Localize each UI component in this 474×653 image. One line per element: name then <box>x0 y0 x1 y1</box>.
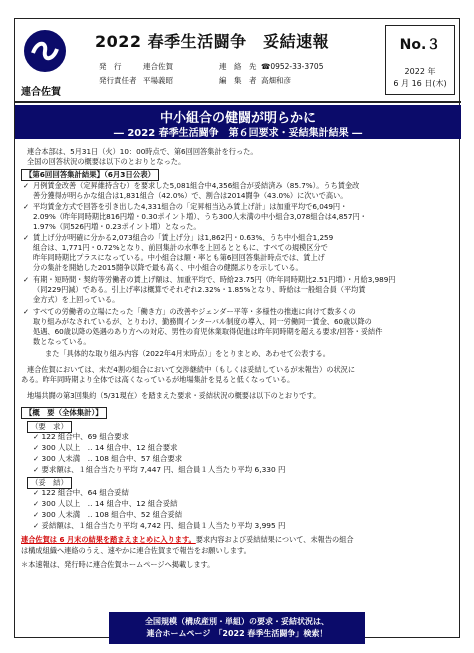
national-item-4 <box>21 275 457 305</box>
national-item-4-line-1: 有期・短時間・契約等労働者の賃上げ額は、加重平均で、時給23.75円（昨年同時期比2.51円増）・月給3,989円 <box>33 275 396 284</box>
issuer-row <box>99 61 323 72</box>
contact-label: 連 絡 先 <box>219 62 257 71</box>
check-icon: ✓ <box>23 181 30 190</box>
check-icon: ✓ <box>23 202 30 211</box>
check-icon: ✓ <box>23 275 30 284</box>
settlement-line-1-text: 122 組合中、64 組合妥結 <box>41 488 129 497</box>
request-line-2 <box>33 443 177 453</box>
settlement-label: （妥 結） <box>27 477 72 489</box>
headline: 中小組合の健闘が明らかに <box>159 111 316 126</box>
footer-banner <box>109 612 365 644</box>
issue-box <box>385 25 455 95</box>
issuer-value: 連合佐賀 <box>143 62 173 71</box>
editor-value: 平場義昭 <box>143 76 173 85</box>
check-icon: ✓ <box>33 443 42 452</box>
settlement-line-3 <box>33 510 182 520</box>
national-item-5 <box>21 307 457 347</box>
settlement-line-2-text: 300 人以上 ‥ 14 組合中、12 組合妥結 <box>41 499 178 508</box>
notice-line-1 <box>21 535 457 545</box>
rengo-logo-icon <box>23 29 67 73</box>
check-icon: ✓ <box>23 233 30 242</box>
settlement-line-1 <box>33 488 129 498</box>
check-icon: ✓ <box>33 454 42 463</box>
saga-line-3: 地場共闘の第3回集約（5/31現在）を踏まえた要求・妥結状況の概要は以下のとおりです。 <box>27 391 321 400</box>
check-icon: ✓ <box>33 499 42 508</box>
national-item-2-line-2: 2.09%（昨年同時期比816円増・0.30ポイント増）、うち300人未満の中小組合3,078組合は4,857円・ <box>33 212 367 221</box>
national-item-3-line-4: 分の集計を開始した2015闘争以降で最も高く、中小組合の健闘ぶりを示している。 <box>33 263 303 272</box>
check-icon: ✓ <box>33 432 42 441</box>
headline-banner <box>15 105 461 139</box>
national-item-1-line-1: 月例賃金改善（定昇維持含む）を要求した5,081組合中4,356組合が妥結済み（85.7%）。うち賃金改 <box>33 181 360 190</box>
page-title: 2022 春季生活闘争 妥結速報 <box>95 32 330 51</box>
national-item-5-line-2: 取り組みがなされているが、とりわけ、勤務間インターバル制度の導入、同一労働同一賃金、60歳以降の <box>33 317 372 326</box>
request-line-3-text: 300 人未満 ‥ 108 組合中、57 組合要求 <box>41 454 183 463</box>
section-national-label: 【第6回回答集計結果】（6月3日公表） <box>21 169 159 181</box>
section-summary-label: 【概 要（全体集計）】 <box>21 407 107 419</box>
issue-year: 2022 年 <box>404 67 436 76</box>
issuer-label: 発 行 <box>99 62 122 71</box>
request-line-2-text: 300 人以上 ‥ 14 組合中、12 組合要求 <box>41 443 178 452</box>
national-item-1 <box>21 181 457 201</box>
contact-value: ☎0952-33-3705 <box>261 62 324 71</box>
national-item-3-line-2: 組合は、1,771円・0.72%となり、前回集計の水準を上回るとともに、すべての規模区分で <box>33 243 328 252</box>
footer-line-1: 全国規模（構成産別・単組）の要求・妥結状況は、 <box>145 617 329 626</box>
national-item-3 <box>21 233 457 273</box>
request-line-4 <box>33 465 285 475</box>
national-item-3-line-1: 賃上げ分が明確に分かる2,073組合の「賃上げ分」は1,862円・0.63%、うち中小組合1,259 <box>33 233 334 242</box>
check-icon: ✓ <box>23 307 30 316</box>
notice-line-2: は構成組織へ連絡のうえ、速やかに連合佐賀まで報告をお願いします。 <box>21 546 251 555</box>
settlement-line-3-text: 300 人未満 ‥ 108 組合中、52 組合妥結 <box>41 510 183 519</box>
editor-row <box>99 75 291 86</box>
footer-line-2: 連合ホームページ 「2022 春季生活闘争」検索！ <box>146 629 328 638</box>
national-note: また「具体的な取り組み内容（2022年4月末時点）」をとりまとめ、あわせて公表する。 <box>45 349 330 358</box>
national-item-4-line-2: （同229円減）である。引上げ率は概算でそれぞれ2.32%・1.85%となり、時給は一般組合員（平均賃 <box>33 285 366 294</box>
settlement-line-2 <box>33 499 177 509</box>
national-item-2-line-3: 1.97%（同526円増・0.23ポイント増）となった。 <box>33 222 201 231</box>
issue-number: No.３ <box>399 37 441 53</box>
check-icon: ✓ <box>33 465 42 474</box>
request-line-3 <box>33 454 182 464</box>
saga-line-2: ある。昨年同時期より全体では高くなっているが地場集計を見ると低くなっている。 <box>21 375 295 384</box>
editor-label: 発行責任者 <box>99 76 137 85</box>
national-item-5-line-1: すべての労働者の立場にたった「働き方」の改善やジェンダー平等・多様性の推進に向けて数多くの <box>33 307 356 316</box>
compiler-value: 高畑和彦 <box>261 76 291 85</box>
compiler-label: 編 集 者 <box>219 76 257 85</box>
national-item-1-line-2: 善分獲得が明らかな組合は1,831組合（42.0%）で、割合は2014闘争（43.0%）に次いで高い。 <box>33 191 348 200</box>
intro-line-2: 全国の回答状況の概要は以下のとおりとなった。 <box>27 157 186 166</box>
notice-rest: 要求内容および妥結結果について、未報告の組合 <box>195 535 354 544</box>
intro-line-1: 連合本部は、5月31日（火）10：00時点で、第6回回答集計を行った。 <box>27 147 258 156</box>
settlement-line-4 <box>33 521 285 531</box>
check-icon: ✓ <box>33 510 42 519</box>
request-label: （要 求） <box>27 421 72 433</box>
saga-line-1: 連合佐賀においては、未だ4割の組合において交渉継続中（もしくは妥結しているが未報告）の状況に <box>27 365 356 374</box>
notice-highlight: 連合佐賀は 6 月末の結果を踏まえまとめに入ります。 <box>21 535 196 544</box>
national-item-5-line-4: 数となっている。 <box>33 337 91 346</box>
headline-subtitle: ― 2022 春季生活闘争 第６回要求・妥結集計結果 ― <box>113 128 363 139</box>
national-item-5-line-3: 処遇、60歳以降の処遇のあり方への対応、男性の育児休業取得促進は昨年同時期を超える要求/回答・妥結件 <box>33 327 383 336</box>
request-line-1-text: 122 組合中、69 組合要求 <box>41 432 129 441</box>
org-name: 連合佐賀 <box>21 87 61 98</box>
national-item-3-line-3: 昨年同時期比プラスになっている。中小組合は額・率とも第6回回答集計時点では、賃上げ <box>33 253 325 262</box>
national-item-4-line-3: 金方式）を上回っている。 <box>33 295 120 304</box>
national-item-2-line-1: 平均賃金方式で回答を引き出した4,331組合の「定昇相当込み賃上げ計」は加重平均で6,049円・ <box>33 202 348 211</box>
check-icon: ✓ <box>33 521 42 530</box>
settlement-line-4-text: 妥結額は、１組合当たり平均 4,742 円、組合員１人当たり平均 3,995 円 <box>41 521 286 530</box>
request-line-4-text: 要求額は、１組合当たり平均 7,447 円、組合員１人当たり平均 6,330 円 <box>41 465 286 474</box>
web-note: ＊本速報は、発行時に連合佐賀ホームページへ掲載します。 <box>21 560 215 569</box>
header <box>15 19 461 103</box>
national-item-2 <box>21 202 457 232</box>
check-icon: ✓ <box>33 488 42 497</box>
issue-date: 6 月 16 日(木) <box>393 79 447 88</box>
request-line-1 <box>33 432 129 442</box>
flyer-page <box>14 18 460 638</box>
